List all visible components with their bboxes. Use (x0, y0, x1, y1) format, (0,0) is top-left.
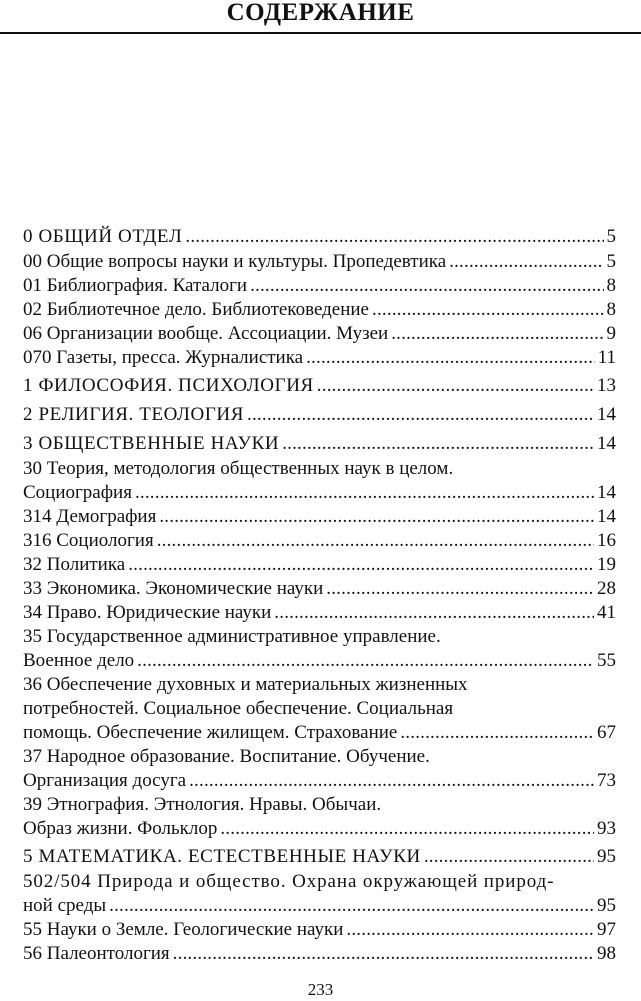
toc-leader-dots (185, 224, 603, 250)
toc-entry (23, 844, 616, 870)
toc-leader-dots (326, 577, 594, 601)
toc-entry (23, 601, 616, 625)
toc-entry-page: 95 (597, 846, 616, 867)
toc-entry-label: 070 Газеты, пресса. Журналистика (23, 347, 304, 368)
toc-leader-dots (250, 274, 603, 298)
toc-leader-dots (317, 373, 594, 399)
toc-entry-page: 19 (597, 554, 616, 575)
toc-entry-label: Военное дело (23, 650, 135, 671)
toc-leader-dots (247, 402, 594, 428)
toc-entry-continued-line (23, 457, 616, 481)
toc-leader-dots (282, 431, 594, 457)
toc-entry (23, 431, 616, 457)
toc-entry-label: 3 ОБЩЕСТВЕННЫЕ НАУКИ (23, 433, 280, 454)
toc-entry (23, 505, 616, 529)
toc-entry-page: 8 (606, 299, 616, 320)
toc-leader-dots (109, 894, 594, 918)
toc-entry-page: 98 (597, 943, 616, 964)
toc-entry-page: 8 (606, 275, 616, 296)
toc-leader-dots (173, 942, 594, 966)
toc-entry-label: 00 Общие вопросы науки и культуры. Пропедевтика (23, 251, 447, 272)
toc-entry-label: Организация досуга (23, 770, 187, 791)
toc-entry-page: 14 (597, 433, 616, 454)
toc-entry-label: 30 Теория, методология общественных наук в целом. (23, 458, 454, 479)
toc-entry-label: 316 Социология (23, 530, 154, 551)
toc-leader-dots (135, 481, 594, 505)
title-divider (0, 32, 641, 34)
toc-entry (23, 250, 616, 274)
toc-entry-continued-line (23, 745, 616, 769)
toc-entry-label: Образ жизни. Фольклор (23, 818, 218, 839)
toc-entry-page: 14 (597, 506, 616, 527)
toc-entry (23, 346, 616, 370)
toc-entry-label: 34 Право. Юридические науки (23, 602, 272, 623)
toc-entry-label: 39 Этнография. Этнология. Нравы. Обычаи. (23, 794, 382, 815)
toc-entry-label: Социография (23, 482, 132, 503)
toc-entry-page: 93 (597, 818, 616, 839)
toc-entry (23, 577, 616, 601)
toc-leader-dots (159, 505, 594, 529)
toc-entry-label: 2 РЕЛИГИЯ. ТЕОЛОГИЯ (23, 404, 245, 425)
toc-entry-label: 56 Палеонтология (23, 943, 170, 964)
toc-entry-page: 14 (597, 404, 616, 425)
toc-entry-label: 33 Экономика. Экономические науки (23, 578, 324, 599)
toc-leader-dots (306, 346, 595, 370)
toc-leader-dots (372, 298, 604, 322)
toc-entry-page: 55 (597, 650, 616, 671)
toc-entry (23, 402, 616, 428)
toc-entry-label: 1 ФИЛОСОФИЯ. ПСИХОЛОГИЯ (23, 375, 314, 396)
toc-entry-page: 73 (597, 770, 616, 791)
toc-entry-page: 5 (606, 251, 616, 272)
toc-entry-continued-line (23, 625, 616, 649)
toc-entry-page: 67 (597, 722, 616, 743)
toc-entry-page: 97 (597, 919, 616, 940)
toc-entry-label: 5 МАТЕМАТИКА. ЕСТЕСТВЕННЫЕ НАУКИ (23, 846, 421, 867)
toc-entry-page: 9 (606, 323, 616, 344)
toc-leader-dots (346, 918, 594, 942)
toc-entry-label: 01 Библиография. Каталоги (23, 275, 248, 296)
toc-entry (23, 481, 616, 505)
toc-entry-label: 32 Политика (23, 554, 126, 575)
toc-entry-continued-line (23, 697, 616, 721)
toc-entry (23, 224, 616, 250)
toc-entry-continued-line (23, 793, 616, 817)
toc-leader-dots (400, 721, 594, 745)
toc-entry-label: помощь. Обеспечение жилищем. Страхование (23, 722, 398, 743)
toc-entry (23, 817, 616, 841)
toc-entry-label: 36 Обеспечение духовных и материальных жизненных (23, 674, 468, 695)
table-of-contents (23, 224, 616, 966)
toc-leader-dots (157, 529, 594, 553)
toc-entry-label: 55 Науки о Земле. Геологические науки (23, 919, 344, 940)
toc-entry (23, 274, 616, 298)
toc-entry (23, 942, 616, 966)
toc-entry (23, 894, 616, 918)
toc-entry-page: 5 (606, 226, 616, 247)
toc-entry-label: 502/504 Природа и общество. Охрана окружающей природ- (23, 871, 555, 892)
toc-entry-label: 35 Государственное административное управление. (23, 626, 441, 647)
page-title: СОДЕРЖАНИЕ (226, 0, 415, 26)
toc-entry-label: 37 Народное образование. Воспитание. Обучение. (23, 746, 430, 767)
toc-entry-page: 13 (597, 375, 616, 396)
toc-leader-dots (424, 844, 594, 870)
toc-leader-dots (274, 601, 594, 625)
toc-entry (23, 649, 616, 673)
toc-entry-label: ной среды (23, 895, 107, 916)
toc-entry (23, 322, 616, 346)
toc-entry (23, 553, 616, 577)
toc-entry-continued-line (23, 673, 616, 697)
toc-entry-label: 06 Организации вообще. Ассоциации. Музеи (23, 323, 389, 344)
toc-entry (23, 298, 616, 322)
toc-leader-dots (220, 817, 594, 841)
toc-entry (23, 769, 616, 793)
toc-leader-dots (391, 322, 603, 346)
toc-leader-dots (189, 769, 594, 793)
toc-entry-label: потребностей. Социальное обеспечение. Социальная (23, 698, 454, 719)
toc-entry-page: 14 (597, 482, 616, 503)
toc-entry (23, 721, 616, 745)
toc-leader-dots (128, 553, 594, 577)
page-number: 233 (307, 980, 334, 999)
toc-entry-label: 314 Демография (23, 506, 157, 527)
toc-entry (23, 529, 616, 553)
toc-entry-page: 41 (597, 602, 616, 623)
toc-entry-continued-line (23, 870, 616, 894)
toc-entry-page: 95 (597, 895, 616, 916)
toc-entry-label: 02 Библиотечное дело. Библиотековедение (23, 299, 369, 320)
toc-leader-dots (137, 649, 594, 673)
toc-entry-page: 28 (597, 578, 616, 599)
toc-leader-dots (449, 250, 603, 274)
toc-entry-page: 16 (597, 530, 616, 551)
toc-entry-page: 11 (597, 347, 616, 368)
toc-entry (23, 918, 616, 942)
toc-entry (23, 373, 616, 399)
toc-entry-label: 0 ОБЩИЙ ОТДЕЛ (23, 226, 183, 247)
